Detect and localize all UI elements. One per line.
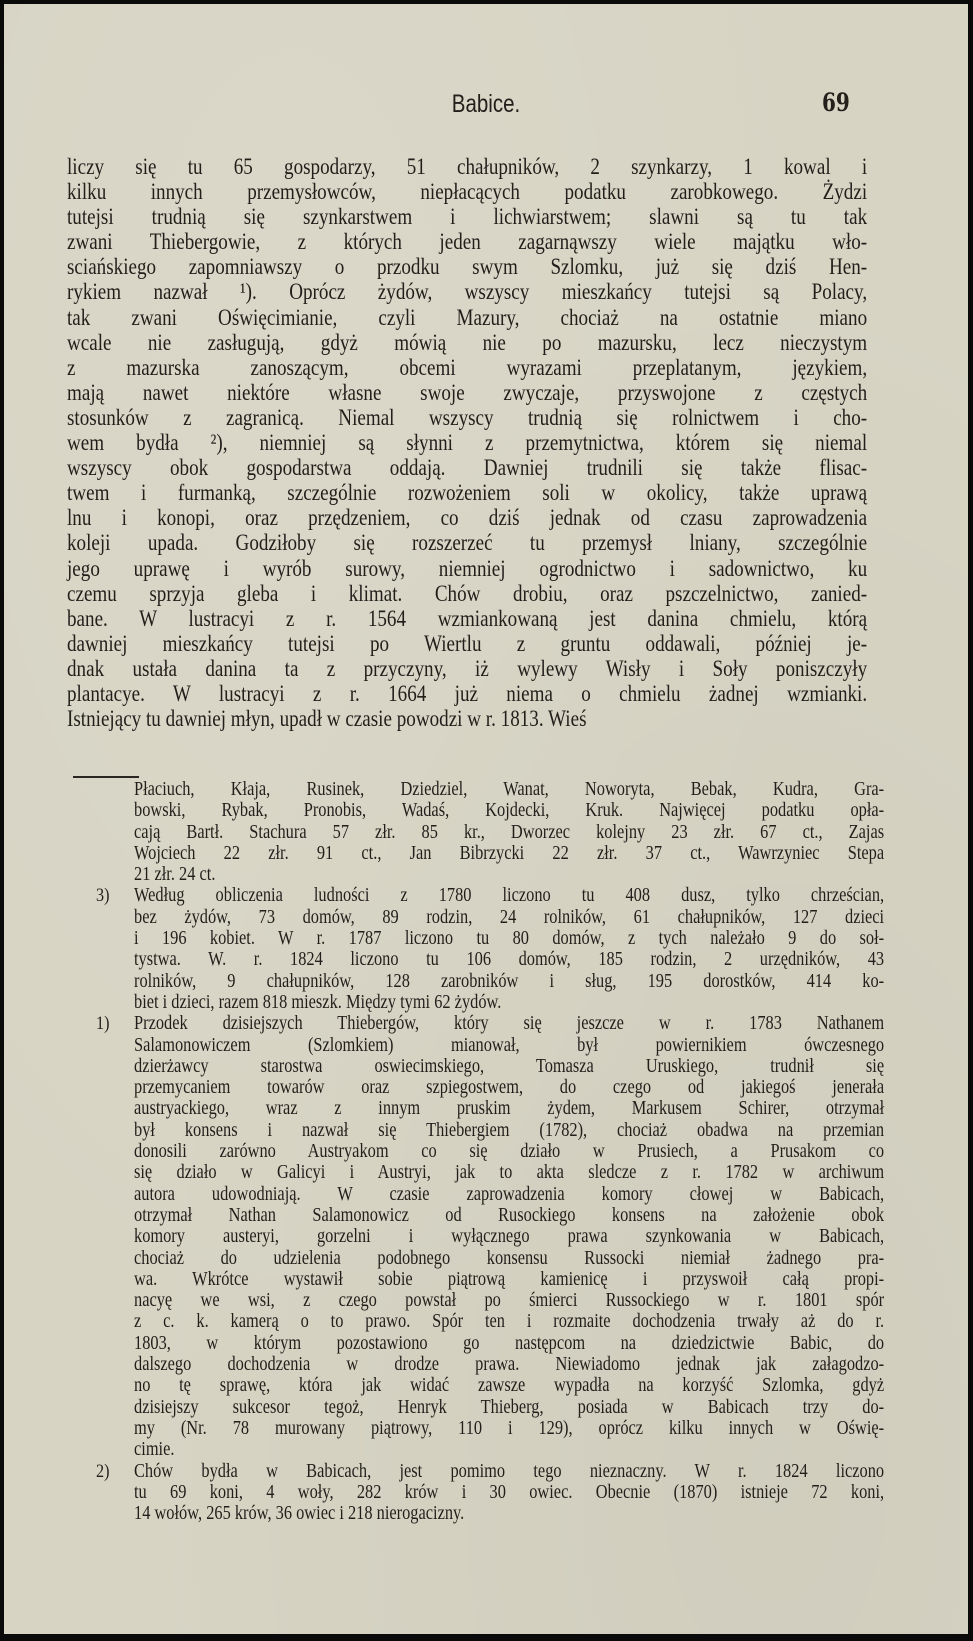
footnote-line: dzierżawcy starostwa oswiecimskiego, Tomasza Uruskiego, trudnił się [134,1055,885,1077]
text-line: twem i furmanką, szczególnie rozwożeniem soli w okolicy, także uprawą [67,480,868,506]
footnote-line: Chów bydła w Babicach, jest pomimo tego nieznaczny. W r. 1824 liczono [134,1460,885,1482]
footnote-line: dzisiejszy sukcesor tegoż, Henryk Thieberg, posiada w Babicach trzy do- [134,1396,885,1418]
footnote-line: bez żydów, 73 domów, 89 rodzin, 24 rolników, 61 chałupników, 127 dzieci [134,906,885,928]
footnote-line: dalszego dochodzenia w drodze prawa. Niewiadomo jednak jak załagodzo- [134,1354,885,1376]
text-line: Istniejący tu dawniej młyn, upadł w czasie powodzi w r. 1813. Wieś [67,706,587,732]
text-line: czemu sprzyja gleba i klimat. Chów drobiu, oraz pszczelnictwo, zanied- [67,580,868,606]
footnote-line: tystwa. W. r. 1824 liczono tu 106 domów, 185 rodzin, 2 urzędników, 43 [134,949,885,971]
footnote-line: Salamonowiczem (Szlomkiem) mianował, był powiernikiem ówczesnego [134,1034,885,1056]
footnote-line: no tę sprawę, która jak widać zawsze wypadła na korzyść Szlomka, gdyż [134,1375,885,1397]
footnote-marker: 2) [96,1460,110,1482]
footnote-line: z c. k. kamerą o to prawo. Spór ten i rozmaite dochodzenia trwały aż do r. [134,1311,885,1333]
footnote-line: rolników, 9 chałupników, 128 zarobników i sług, 195 dorostków, 414 ko- [134,970,885,992]
text-line: dawniej mieszkańcy tutejsi po Wiertlu z gruntu oddawali, później je- [67,630,868,656]
footnote-line: otrzymał Nathan Salamonowicz od Rusockiego konsens na założenie obok [134,1204,885,1226]
text-line: z mazurska zanoszącym, obcemi wyrazami przeplatanym, językiem, [67,354,868,380]
text-line: tutejsi trudnią się szynkarstwem i lichwiarstwem; slawni są tu tak [67,204,868,230]
text-line: kilku innych przemysłowców, niepłacących podatku zarobkowego. Żydzi [67,179,868,205]
footnotes [96,779,885,1525]
text-line: mają nawet niektóre własne swoje zwyczaje, przyswojone z częstych [67,379,868,405]
footnote-line: Według obliczenia ludności z 1780 liczono tu 408 dusz, tylko chrześcian, [134,885,885,907]
text-line: jego uprawę i wyrób surowy, niemniej ogrodnictwo i sadownictwo, ku [67,555,868,581]
text-line: rykiem nazwał ¹). Oprócz żydów, wszyscy mieszkańcy tutejsi są Polacy, [67,279,868,305]
footnote-line: się działo w Galicyi i Austryi, jak to akta sledcze z r. 1782 w archiwum [134,1162,885,1184]
footnote-line: autora udowodniają. W czasie zaprowadzenia komory cłowej w Babicach, [134,1183,885,1205]
text-line: stosunków z zagranicą. Niemal wszyscy trudnią się rolnictwem i cho- [67,404,868,430]
running-header-title: Babice. [451,90,521,118]
footnote-line: my (Nr. 78 murowany piątrowy, 110 i 129), oprócz kilku innych w Oświę- [134,1417,885,1439]
footnote-line: austryackiego, wraz z innym pruskim żydem, Markusem Schirer, otrzymał [134,1098,885,1120]
text-line: tak zwani Oświęcimianie, czyli Mazury, chociaż na ostatnie miano [67,304,868,330]
footnote-line: 14 wołów, 265 krów, 36 owiec i 218 nierogacizny. [134,1503,465,1525]
footnote [96,779,885,886]
footnote-line: Przodek dzisiejszych Thiebergów, który się jeszcze w r. 1783 Nathanem [134,1013,885,1035]
footnote-line: bowski, Rybak, Pronobis, Wadaś, Kojdecki, Kruk. Najwięcej podatku opła- [134,800,885,822]
footnote-marker: 1) [96,1013,110,1035]
text-line: koleji upada. Godziłoby się rozszerzeć tu przemysł lniany, szczególnie [67,530,868,556]
text-line: bane. W lustracyi z r. 1564 wzmiankowaną jest danina chmielu, którą [67,605,868,631]
footnote-line: przemycaniem towarów oraz szpiegostwem, do czego od jakiegoś jenerała [134,1077,885,1099]
footnote-line: cają Bartł. Stachura 57 złr. 85 kr., Dworzec kolejny 23 złr. 67 ct., Zajas [134,821,885,843]
footnote-line: komory austeryi, gorzelni i wyłącznego prawa szynkowania w Babicach, [134,1226,885,1248]
page [4,4,968,1634]
text-line: wszyscy obok gospodarstwa oddają. Dawniej trudnili się także flisac- [67,455,868,481]
text-line: zwani Thiebergowie, z których jeden zagarnąwszy wiele majątku wło- [67,229,868,255]
text-line: lnu i konopi, oraz przędzeniem, co dziś jednak od czasu zaprowadzenia [67,505,868,531]
footnote-line: Płaciuch, Kłaja, Rusinek, Dziedziel, Wanat, Noworyta, Bebak, Kudra, Gra- [134,779,885,800]
footnote-line: nacyę we wsi, z czego powstał po śmierci Russockiego w r. 1801 spór [134,1290,885,1312]
footnote-marker: 3) [96,885,110,907]
footnote-line: donosili zarówno Austryakom co się działo w Prusiech, a Prusakom co [134,1141,885,1163]
text-line: plantacye. W lustracyi z r. 1664 już niema o chmielu żadnej wzmianki. [67,680,868,706]
text-line: wem bydła ²), niemniej są słynni z przemytnictwa, którem się niemal [67,430,868,456]
footnote-separator [73,776,139,778]
footnote-line: chociaż do udzielenia podobnego konsensu Russocki niemiał żadnego pra- [134,1247,885,1269]
footnote-line: biet i dzieci, razem 818 mieszk. Między tymi 62 żydów. [134,991,502,1013]
footnote-line: był konsens i nazwał się Thiebergiem (1782), chociaż obadwa na przemian [134,1119,885,1141]
text-line: sciańskiego zapomniawszy o przodku swym Szlomku, już się dziś Hen- [67,254,868,280]
text-line: liczy się tu 65 gospodarzy, 51 chałupników, 2 szynkarzy, 1 kowal i [67,154,868,179]
footnote [96,1013,885,1461]
text-line: wcale nie zasługują, gdyż mówią nie po mazursku, lecz nieczystym [67,329,868,355]
footnote-line: wa. Wkrótce wystawił sobie piątrową kamienicę i przyswoił całą propi- [134,1268,885,1290]
text-line: dnak ustała danina ta z przyczyny, iż wylewy Wisły i Soły poniszczyły [67,655,868,681]
footnote-line: Wojciech 22 złr. 91 ct., Jan Bibrzycki 22 złr. 37 ct., Wawrzyniec Stepa [134,842,885,864]
footnote-line: 21 złr. 24 ct. [134,864,216,886]
footnote-line: tu 69 koni, 4 woły, 282 krów i 30 owiec. Obecnie (1870) istnieje 72 koni, [134,1481,885,1503]
footnote-line: 1803, w którym pozostawiono go następcom na dziedzictwie Babic, do [134,1332,885,1354]
footnote [96,1460,885,1525]
footnote-line: cimie. [134,1439,175,1461]
main-text [67,154,867,731]
footnote-line: i 196 kobiet. W r. 1787 liczono tu 80 domów, z tych należało 9 do soł- [134,928,885,950]
footnote [96,885,885,1013]
page-number: 69 [822,88,850,117]
